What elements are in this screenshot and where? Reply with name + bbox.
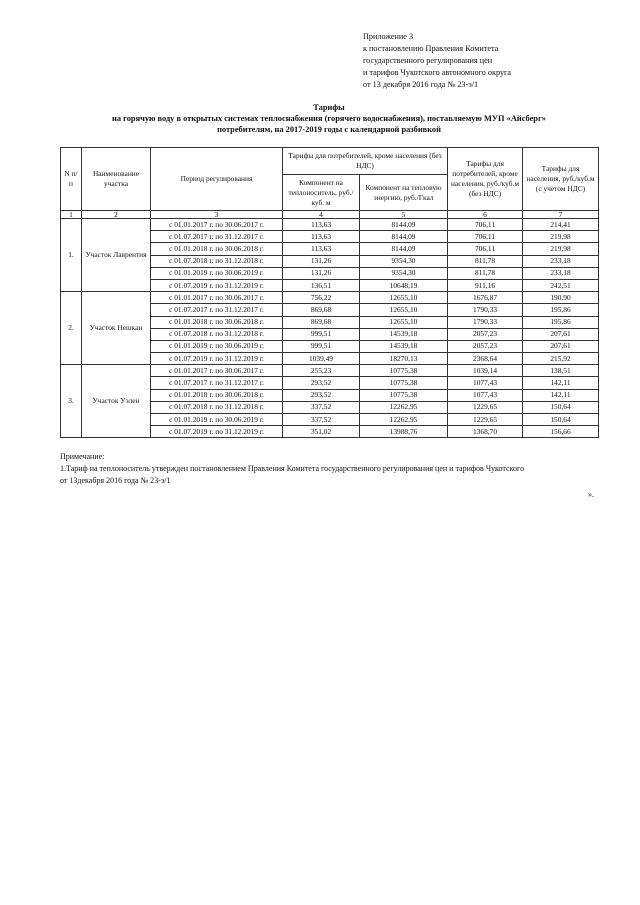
column-number: 3: [151, 211, 283, 219]
header-c7: Тарифы для населения, руб./куб.м (с учетом НДС): [523, 148, 599, 211]
note: [60, 451, 600, 487]
annex-line: от 13 декабря 2016 года № 23-э/1: [363, 80, 479, 89]
section-name: Участок Нешкан: [82, 292, 151, 365]
table-row: [61, 292, 599, 304]
tariff-no-vat-cell: 1676,87: [448, 292, 523, 304]
section-name: Участок Уэлен: [82, 365, 151, 438]
header-c4: Компонент на теплоноситель, руб./куб. м: [283, 175, 360, 211]
tariff-no-vat-cell: 1790,33: [448, 304, 523, 316]
tariff-no-vat-cell: 706,11: [448, 231, 523, 243]
tariff-population-cell: 142,11: [523, 377, 599, 389]
annex-line: государственного регулирования цен: [363, 56, 493, 65]
period-cell: с 01.01.2017 г. по 30.06.2017 г.: [151, 292, 283, 304]
tariff-no-vat-cell: 811,78: [448, 255, 523, 267]
header-name: Наименование участка: [82, 148, 151, 211]
heat-component-cell: 14539,18: [360, 328, 448, 340]
annex-line: к постановлению Правления Комитета: [363, 44, 499, 53]
heat-component-cell: 8144,09: [360, 231, 448, 243]
tariff-no-vat-cell: 2368,64: [448, 353, 523, 365]
coolant-component-cell: 869,68: [283, 316, 360, 328]
section-number: 1.: [61, 219, 82, 292]
tariff-no-vat-cell: 1368,70: [448, 426, 523, 438]
heat-component-cell: 10775,38: [360, 365, 448, 377]
header-period: Период регулирования: [151, 148, 283, 211]
heat-component-cell: 12262,95: [360, 401, 448, 413]
tariff-no-vat-cell: 1077,43: [448, 377, 523, 389]
heat-component-cell: 9354,30: [360, 267, 448, 279]
note-line: 1.Тариф на теплоноситель утвержден постановлением Правления Комитета государственного регулирования цен и тарифов Чукотского: [60, 464, 525, 473]
coolant-component-cell: 113,63: [283, 231, 360, 243]
coolant-component-cell: 869,68: [283, 304, 360, 316]
tariff-population-cell: 215,92: [523, 353, 599, 365]
period-cell: с 01.01.2017 г. по 30.06.2017 г.: [151, 219, 283, 231]
title-line: на горячую воду в открытых системах теплоснабжения (горячего водоснабжения), поставляемую МУП «Айсберг»: [112, 114, 546, 123]
annex-line: Приложение 3: [363, 32, 414, 41]
period-cell: с 01.01.2018 г. по 30.06.2018 г.: [151, 316, 283, 328]
tariff-population-cell: 207,61: [523, 340, 599, 352]
coolant-component-cell: 337,52: [283, 414, 360, 426]
header-c6: Тарифы для потребителей, кроме населения, руб./куб.м (без НДС): [448, 148, 523, 211]
tariff-no-vat-cell: 1229,65: [448, 401, 523, 413]
column-number: 6: [448, 211, 523, 219]
tariff-population-cell: 150,64: [523, 401, 599, 413]
coolant-component-cell: 113,63: [283, 243, 360, 255]
coolant-component-cell: 136,51: [283, 279, 360, 291]
coolant-component-cell: 131,26: [283, 267, 360, 279]
tariff-no-vat-cell: 2057,23: [448, 340, 523, 352]
closing-quote: ».: [588, 490, 594, 499]
note-label: Примечание:: [60, 452, 105, 461]
heat-component-cell: 8144,09: [360, 219, 448, 231]
tariff-population-cell: 195,86: [523, 304, 599, 316]
heat-component-cell: 10648,19: [360, 279, 448, 291]
column-number: 4: [283, 211, 360, 219]
tariff-population-cell: 150,64: [523, 414, 599, 426]
header-n: N п/п: [61, 148, 82, 211]
tariff-no-vat-cell: 706,11: [448, 219, 523, 231]
heat-component-cell: 10775,38: [360, 377, 448, 389]
period-cell: с 01.01.2019 г. по 30.06.2019 г.: [151, 267, 283, 279]
period-cell: с 01.01.2018 г. по 30.06.2018 г.: [151, 389, 283, 401]
column-number: 5: [360, 211, 448, 219]
period-cell: с 01.07.2018 г. по 31.12.2018 г.: [151, 328, 283, 340]
column-number: 1: [61, 211, 82, 219]
tariff-table: [60, 147, 599, 438]
tariff-population-cell: 233,18: [523, 255, 599, 267]
heat-component-cell: 12655,10: [360, 292, 448, 304]
coolant-component-cell: 756,22: [283, 292, 360, 304]
heat-component-cell: 9354,30: [360, 255, 448, 267]
coolant-component-cell: 337,52: [283, 401, 360, 413]
header-c5: Компонент на тепловую энергию, руб./Гкал: [360, 175, 448, 211]
period-cell: с 01.01.2019 г. по 30.06.2019 г.: [151, 414, 283, 426]
tariff-population-cell: 156,66: [523, 426, 599, 438]
column-number: 7: [523, 211, 599, 219]
note-line: от 13декабря 2016 года № 23-э/1: [60, 476, 171, 485]
period-cell: с 01.07.2017 г. по 31.12.2017 г.: [151, 304, 283, 316]
coolant-component-cell: 113,63: [283, 219, 360, 231]
tariff-population-cell: 233,18: [523, 267, 599, 279]
coolant-component-cell: 293,52: [283, 389, 360, 401]
heat-component-cell: 14539,18: [360, 340, 448, 352]
header-group: Тарифы для потребителей, кроме населения (без НДС): [283, 148, 448, 175]
coolant-component-cell: 999,51: [283, 328, 360, 340]
heat-component-cell: 18270,13: [360, 353, 448, 365]
column-number: 2: [82, 211, 151, 219]
table-row: [61, 219, 599, 231]
tariff-no-vat-cell: 1077,43: [448, 389, 523, 401]
heat-component-cell: 8144,09: [360, 243, 448, 255]
period-cell: с 01.07.2017 г. по 31.12.2017 г.: [151, 231, 283, 243]
tariff-population-cell: 138,51: [523, 365, 599, 377]
period-cell: с 01.01.2019 г. по 30.06.2019 г.: [151, 340, 283, 352]
table-body: [61, 219, 599, 438]
tariff-no-vat-cell: 706,11: [448, 243, 523, 255]
tariff-population-cell: 219,98: [523, 243, 599, 255]
section-name: Участок Лаврентия: [82, 219, 151, 292]
tariff-no-vat-cell: 911,16: [448, 279, 523, 291]
heat-component-cell: 12262,95: [360, 414, 448, 426]
annex-reference: [363, 31, 511, 91]
tariff-population-cell: 214,41: [523, 219, 599, 231]
heat-component-cell: 12655,10: [360, 304, 448, 316]
document-title: [60, 102, 598, 135]
tariff-population-cell: 195,86: [523, 316, 599, 328]
period-cell: с 01.01.2018 г. по 30.06.2018 г.: [151, 243, 283, 255]
heat-component-cell: 13988,76: [360, 426, 448, 438]
period-cell: с 01.07.2018 г. по 31.12.2018 г.: [151, 401, 283, 413]
title-line: Тарифы: [313, 103, 345, 112]
section-number: 2.: [61, 292, 82, 365]
tariff-population-cell: 142,11: [523, 389, 599, 401]
coolant-component-cell: 293,52: [283, 377, 360, 389]
tariff-no-vat-cell: 1229,65: [448, 414, 523, 426]
heat-component-cell: 10775,38: [360, 389, 448, 401]
period-cell: с 01.07.2019 г. по 31.12.2019 г.: [151, 426, 283, 438]
tariff-population-cell: 242,51: [523, 279, 599, 291]
period-cell: с 01.07.2019 г. по 31.12.2019 г.: [151, 279, 283, 291]
tariff-population-cell: 190,90: [523, 292, 599, 304]
coolant-component-cell: 999,51: [283, 340, 360, 352]
period-cell: с 01.07.2018 г. по 31.12.2018 г.: [151, 255, 283, 267]
coolant-component-cell: 351,02: [283, 426, 360, 438]
heat-component-cell: 12655,10: [360, 316, 448, 328]
period-cell: с 01.01.2017 г. по 30.06.2017 г.: [151, 365, 283, 377]
annex-line: и тарифов Чукотского автономного округа: [363, 68, 512, 77]
period-cell: с 01.07.2017 г. по 31.12.2017 г.: [151, 377, 283, 389]
title-line: потребителям, на 2017-2019 годы с календарной разбивкой: [217, 125, 441, 134]
table-row: [61, 365, 599, 377]
tariff-no-vat-cell: 2057,23: [448, 328, 523, 340]
tariff-no-vat-cell: 1790,33: [448, 316, 523, 328]
tariff-no-vat-cell: 811,78: [448, 267, 523, 279]
coolant-component-cell: 255,23: [283, 365, 360, 377]
period-cell: с 01.07.2019 г. по 31.12.2019 г.: [151, 353, 283, 365]
tariff-population-cell: 219,98: [523, 231, 599, 243]
tariff-no-vat-cell: 1039,14: [448, 365, 523, 377]
coolant-component-cell: 131,26: [283, 255, 360, 267]
section-number: 3.: [61, 365, 82, 438]
tariff-population-cell: 207,61: [523, 328, 599, 340]
coolant-component-cell: 1039,49: [283, 353, 360, 365]
